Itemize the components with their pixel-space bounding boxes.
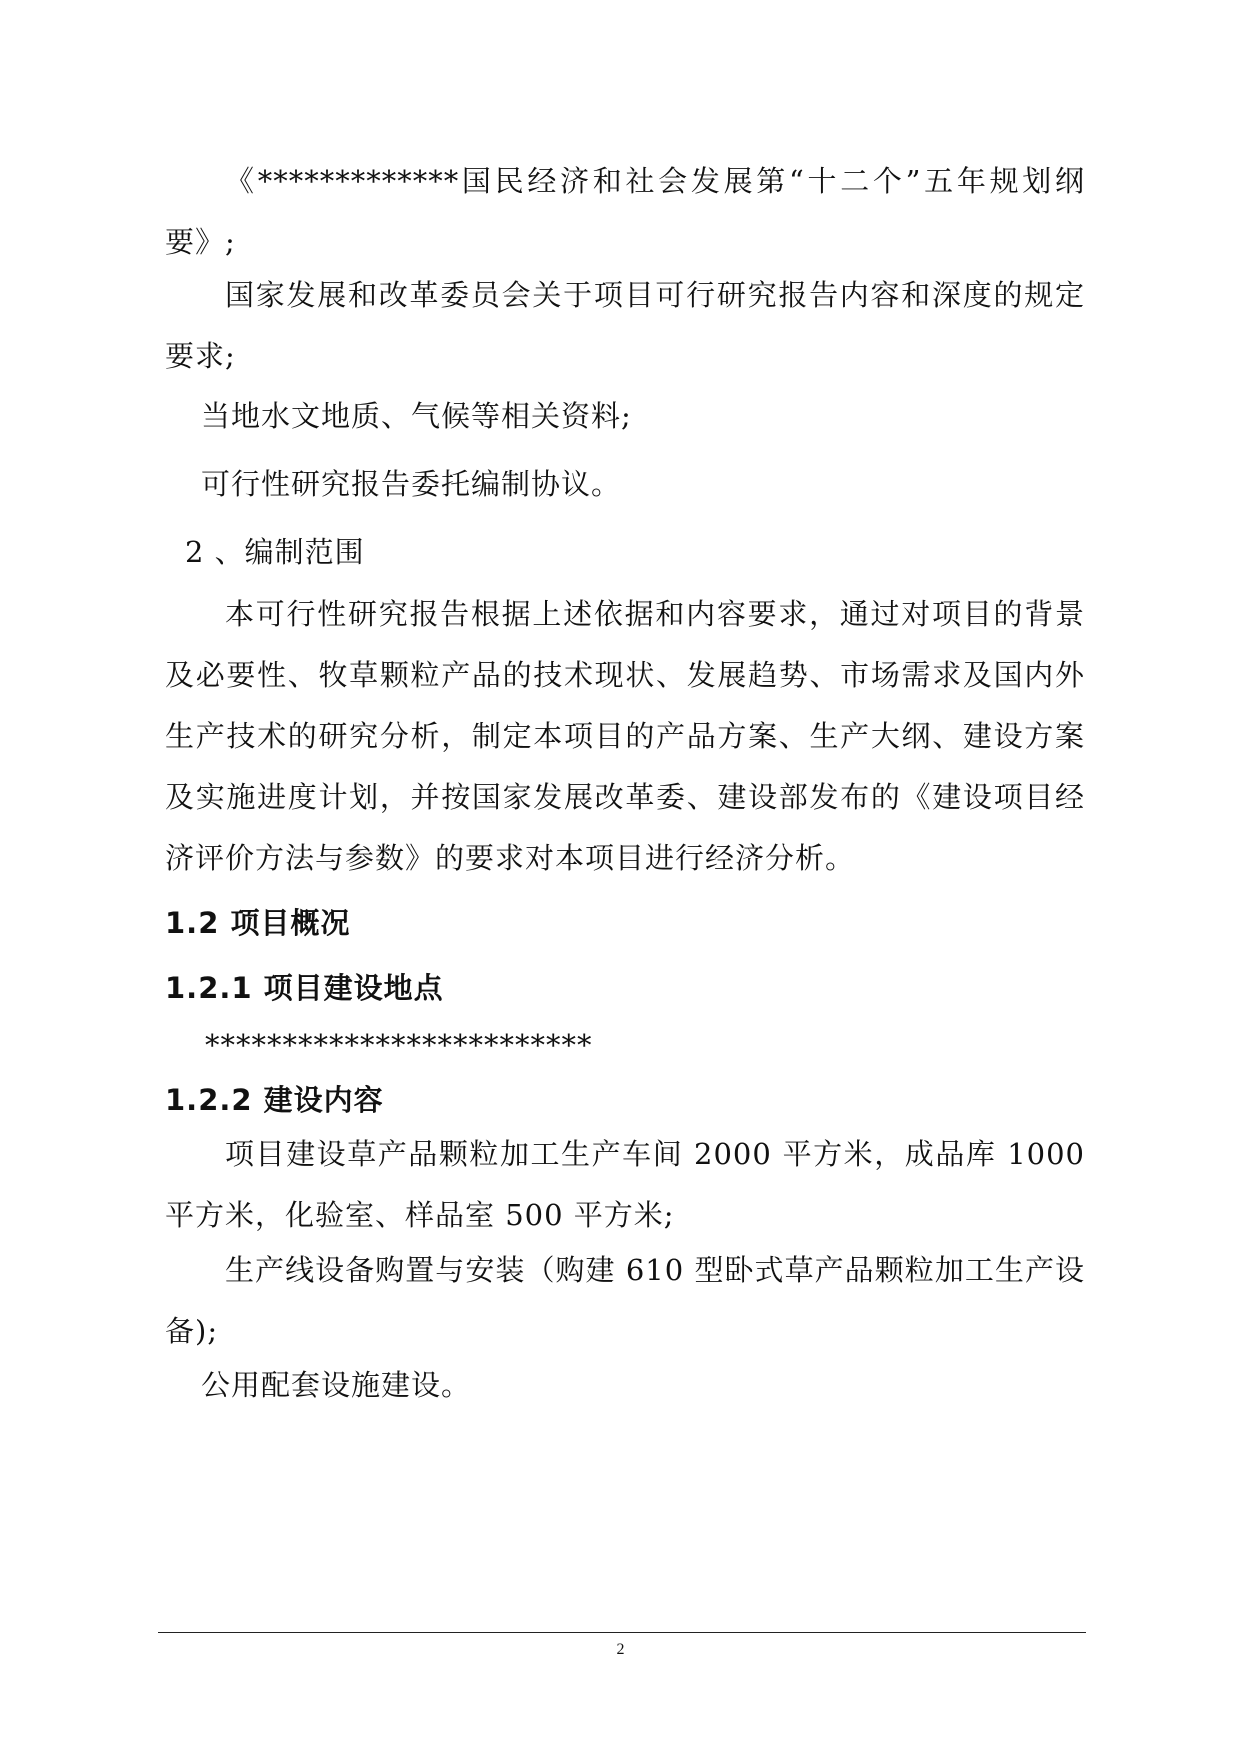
page-number: 2	[616, 1641, 625, 1658]
section-scope-title: 2 、编制范围	[185, 535, 365, 569]
paragraph-basis-plan: 《*************国民经济和社会发展第“十二个”五年规划纲要》;	[165, 164, 1085, 259]
paragraph-construction-buildings: 项目建设草产品颗粒加工生产车间 2000 平方米，成品库 1000 平方米，化验室、样品室 500 平方米;	[165, 1137, 1085, 1232]
footer-divider	[158, 1632, 1086, 1633]
paragraph-scope-body: 本可行性研究报告根据上述依据和内容要求，通过对项目的背景及必要性、牧草颗粒产品的技术现状、发展趋势、市场需求及国内外生产技术的研究分析，制定本项目的产品方案、生产大纲、建设方案及实施进度计划，并按国家发展改革委、建设部发布的《建设项目经济评价方法与参数》的要求对本项目进行经济分析。	[165, 597, 1085, 875]
paragraph-construction-utilities: 公用配套设施建设。	[201, 1368, 472, 1402]
location-value: *************************	[205, 1028, 593, 1062]
paragraph-basis-agreement: 可行性研究报告委托编制协议。	[201, 467, 622, 501]
paragraph-basis-hydrology: 当地水文地质、气候等相关资料;	[201, 399, 632, 433]
paragraph-construction-equipment: 生产线设备购置与安装（购建 610 型卧式草产品颗粒加工生产设备);	[165, 1253, 1085, 1348]
subsection-heading-1-2-1: 1.2.1 项目建设地点	[165, 971, 444, 1005]
section-heading-1-2: 1.2 项目概况	[165, 906, 351, 940]
paragraph-basis-ndrc: 国家发展和改革委员会关于项目可行研究报告内容和深度的规定要求;	[165, 278, 1085, 373]
subsection-heading-1-2-2: 1.2.2 建设内容	[165, 1083, 384, 1117]
